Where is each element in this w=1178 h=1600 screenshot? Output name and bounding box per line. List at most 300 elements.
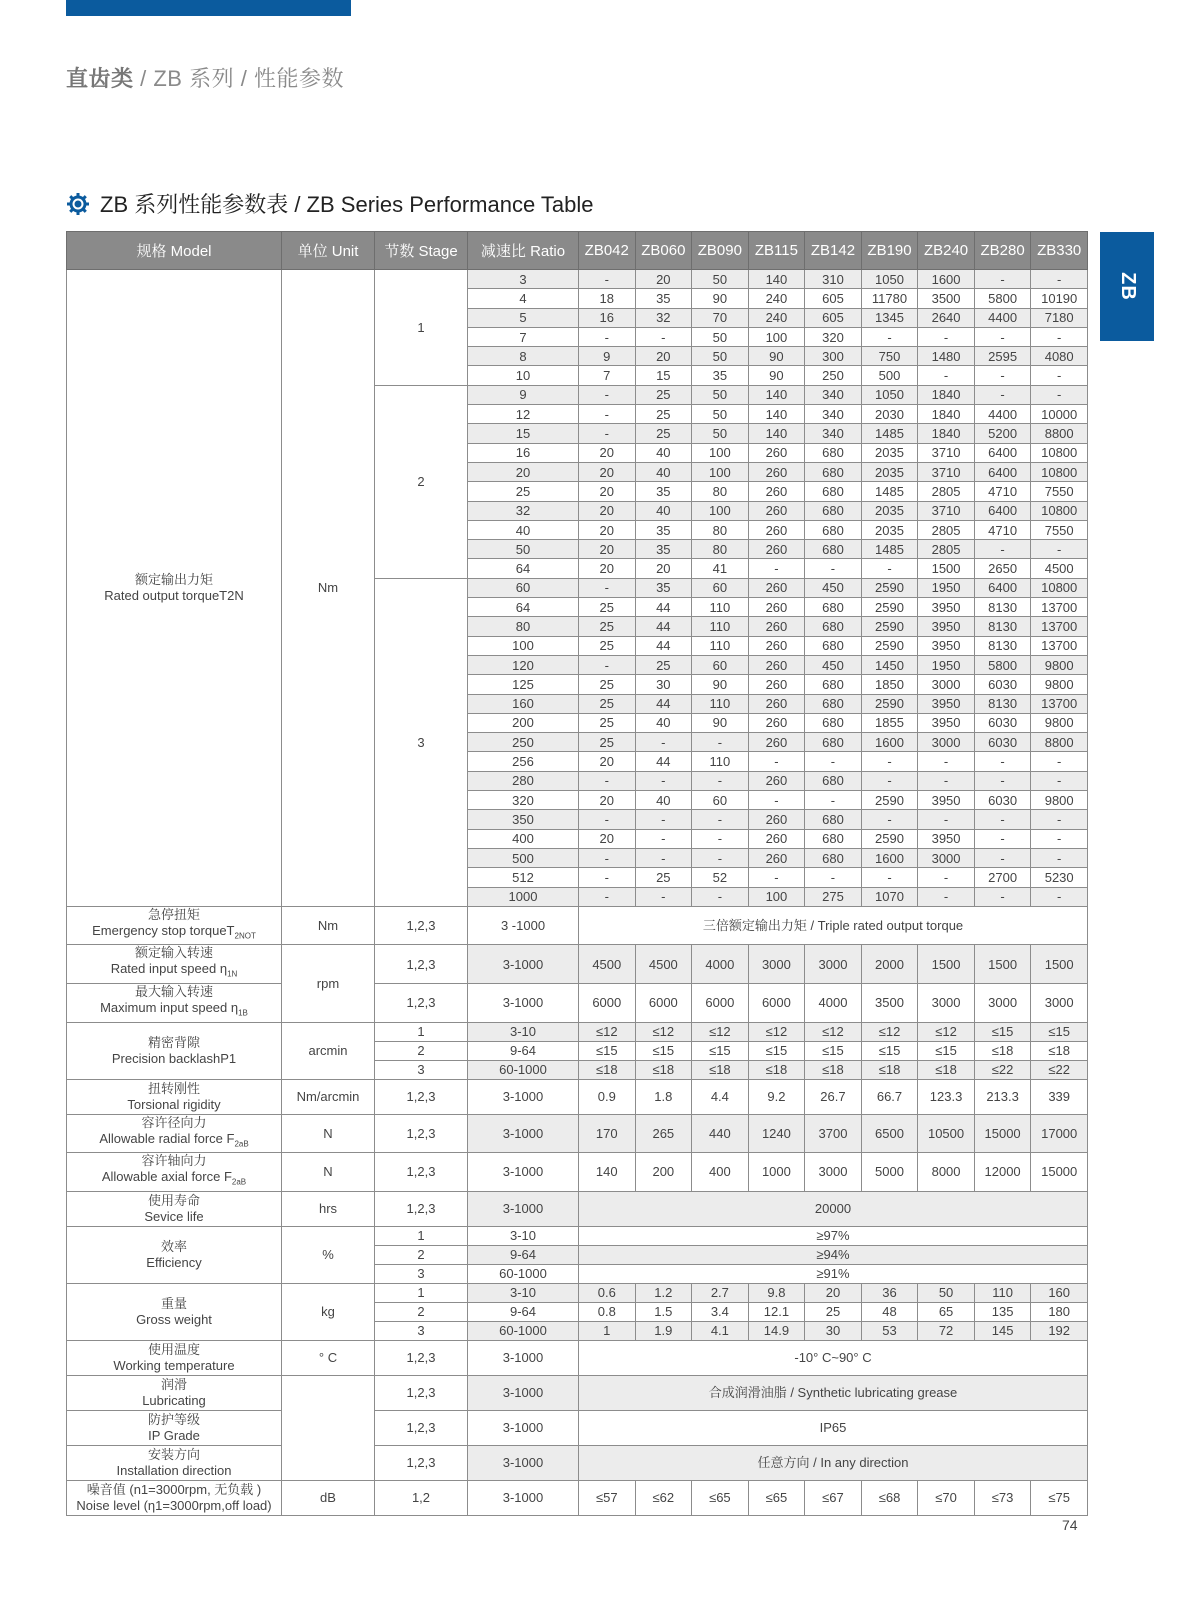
value-cell: 680 (805, 636, 862, 655)
parameter-name-cell (67, 1480, 282, 1515)
value-cell: 25 (579, 713, 636, 732)
ratio-cell: 60-1000 (468, 1264, 579, 1283)
stage-cell: 1,2,3 (375, 1153, 468, 1192)
value-cell: - (861, 327, 918, 346)
value-cell: 2590 (861, 617, 918, 636)
parameter-name-cell (67, 983, 282, 1022)
value-cell: ≤15 (1031, 1022, 1088, 1041)
value-cell: 9 (579, 347, 636, 366)
value-cell: - (635, 327, 692, 346)
value-cell: 680 (805, 810, 862, 829)
value-cell: 680 (805, 617, 862, 636)
value-cell: - (579, 810, 636, 829)
value-cell: 25 (805, 1302, 862, 1321)
value-cell: 13700 (1031, 636, 1088, 655)
value-cell: 260 (748, 675, 805, 694)
table-row (67, 1375, 1088, 1410)
value-cell: 44 (635, 636, 692, 655)
value-cell: 20 (635, 559, 692, 578)
breadcrumb-separator: / (133, 66, 154, 91)
merged-value-cell: 合成润滑油脂 / Synthetic lubricating grease (579, 1375, 1088, 1410)
stage-cell: 2 (375, 1041, 468, 1060)
ratio-cell: 500 (468, 848, 579, 867)
value-cell: 6400 (974, 462, 1031, 481)
value-cell: 110 (692, 694, 749, 713)
parameter-name-en-text: Allowable axial force F (101, 1169, 232, 1185)
unit-cell: N (282, 1114, 375, 1153)
value-cell: 2035 (861, 462, 918, 481)
merged-value-cell: -10° C~90° C (579, 1340, 1088, 1375)
value-cell: 100 (692, 462, 749, 481)
value-cell: 1500 (974, 945, 1031, 984)
breadcrumb (66, 62, 344, 93)
ratio-cell: 64 (468, 598, 579, 617)
header-stage: 节数 Stage (375, 232, 468, 270)
value-cell: - (805, 791, 862, 810)
value-cell: ≤12 (805, 1022, 862, 1041)
value-cell: 1450 (861, 655, 918, 674)
value-cell: - (1031, 366, 1088, 385)
value-cell: 260 (748, 771, 805, 790)
value-cell: 3950 (918, 636, 975, 655)
value-cell: 2805 (918, 482, 975, 501)
parameter-name-cell (67, 1226, 282, 1283)
section-title (66, 188, 594, 219)
value-cell: 6030 (974, 733, 1031, 752)
value-cell: 110 (974, 1283, 1031, 1302)
ratio-cell: 20 (468, 462, 579, 481)
table-row (67, 1480, 1088, 1515)
value-cell: 1.8 (635, 1079, 692, 1114)
parameter-name-cn: 润滑 (160, 1376, 187, 1392)
ratio-cell: 1000 (468, 887, 579, 906)
value-cell: 60 (692, 655, 749, 674)
value-cell: 14.9 (748, 1321, 805, 1340)
stage-cell: 1,2,3 (375, 1445, 468, 1480)
value-cell: 340 (805, 405, 862, 424)
value-cell: - (805, 752, 862, 771)
value-cell: 3710 (918, 443, 975, 462)
value-cell: - (974, 810, 1031, 829)
parameter-name-cn: 额定输入转速 (134, 945, 213, 961)
ratio-cell: 60-1000 (468, 1060, 579, 1079)
value-cell: 10190 (1031, 289, 1088, 308)
value-cell: 4400 (974, 405, 1031, 424)
side-tab-label: ZB (1116, 272, 1139, 301)
value-cell: - (861, 810, 918, 829)
parameter-name-en (67, 1000, 281, 1022)
value-cell: 9.8 (748, 1283, 805, 1302)
value-cell: 680 (805, 482, 862, 501)
value-cell: 41 (692, 559, 749, 578)
value-cell: 275 (805, 887, 862, 906)
value-cell: - (579, 887, 636, 906)
value-cell: 2590 (861, 694, 918, 713)
value-cell: 70 (692, 308, 749, 327)
value-cell: - (748, 559, 805, 578)
value-cell: 60 (692, 578, 749, 597)
value-cell: 32 (635, 308, 692, 327)
value-cell: - (805, 559, 862, 578)
value-cell: 40 (635, 462, 692, 481)
header-model-col: ZB090 (692, 232, 749, 270)
value-cell: 4.1 (692, 1321, 749, 1340)
parameter-name-en (67, 1169, 281, 1191)
value-cell: ≤15 (635, 1041, 692, 1060)
ratio-cell: 3 (468, 270, 579, 289)
unit-cell: Nm (282, 906, 375, 945)
parameter-name-en-text: Rated input speed η (110, 961, 228, 977)
ratio-cell: 125 (468, 675, 579, 694)
value-cell: ≤12 (861, 1022, 918, 1041)
value-cell: 18 (579, 289, 636, 308)
value-cell: 440 (692, 1114, 749, 1153)
value-cell: 26.7 (805, 1079, 862, 1114)
stage-cell: 2 (375, 1302, 468, 1321)
parameter-name-cn: 额定输出力矩 (134, 571, 213, 587)
value-cell: 3.4 (692, 1302, 749, 1321)
parameter-name-en-text: Precision backlashP1 (111, 1050, 237, 1066)
parameter-name-en-text: Gross weight (136, 1311, 212, 1327)
value-cell: ≤15 (918, 1041, 975, 1060)
header-ratio: 减速比 Ratio (468, 232, 579, 270)
value-cell: - (805, 868, 862, 887)
value-cell: - (692, 848, 749, 867)
value-cell: 200 (635, 1153, 692, 1192)
parameter-subscript: 1N (227, 969, 238, 979)
stage-cell: 1,2,3 (375, 1191, 468, 1226)
value-cell: 6000 (692, 983, 749, 1022)
value-cell: 13700 (1031, 694, 1088, 713)
top-accent-bar (66, 0, 351, 16)
value-cell: 300 (805, 347, 862, 366)
value-cell: 35 (635, 578, 692, 597)
parameter-name-en (67, 1131, 281, 1153)
value-cell: 8130 (974, 617, 1031, 636)
parameter-name-en (67, 1358, 281, 1374)
ratio-cell: 320 (468, 791, 579, 810)
unit-cell: N (282, 1153, 375, 1192)
value-cell: 1600 (861, 733, 918, 752)
value-cell: 10800 (1031, 443, 1088, 462)
value-cell: 20 (579, 752, 636, 771)
value-cell: 4710 (974, 520, 1031, 539)
value-cell: 680 (805, 443, 862, 462)
stage-cell: 1 (375, 1283, 468, 1302)
value-cell: 35 (635, 540, 692, 559)
value-cell: 10500 (918, 1114, 975, 1153)
value-cell: 260 (748, 733, 805, 752)
header-model: 规格 Model (67, 232, 282, 270)
merged-value-cell: 任意方向 / In any direction (579, 1445, 1088, 1480)
parameter-name-cell (67, 1114, 282, 1153)
value-cell: 250 (805, 366, 862, 385)
value-cell: 8800 (1031, 733, 1088, 752)
value-cell: 20 (579, 501, 636, 520)
value-cell: 3710 (918, 501, 975, 520)
ratio-cell: 50 (468, 540, 579, 559)
table-body (67, 270, 1088, 1516)
value-cell: 80 (692, 520, 749, 539)
parameter-name-en (67, 1209, 281, 1225)
value-cell: - (1031, 752, 1088, 771)
parameter-name-cell (67, 1079, 282, 1114)
value-cell: 44 (635, 694, 692, 713)
value-cell: - (579, 424, 636, 443)
ratio-cell: 8 (468, 347, 579, 366)
value-cell: 7550 (1031, 482, 1088, 501)
value-cell: - (635, 810, 692, 829)
value-cell: 680 (805, 733, 862, 752)
value-cell: 3950 (918, 598, 975, 617)
table-row (67, 1283, 1088, 1302)
value-cell: 20 (805, 1283, 862, 1302)
value-cell: 2035 (861, 520, 918, 539)
value-cell: 4500 (635, 945, 692, 984)
value-cell: 260 (748, 482, 805, 501)
parameter-name-en-text: Allowable radial force F (99, 1130, 235, 1146)
parameter-name-cell (67, 1410, 282, 1445)
value-cell: 80 (692, 482, 749, 501)
header-model-col: ZB280 (974, 232, 1031, 270)
value-cell: 680 (805, 771, 862, 790)
value-cell: 4.4 (692, 1079, 749, 1114)
value-cell: 20 (579, 443, 636, 462)
parameter-name-en (67, 1255, 281, 1271)
value-cell: - (692, 771, 749, 790)
value-cell: ≤18 (918, 1060, 975, 1079)
value-cell: ≤57 (579, 1480, 636, 1515)
value-cell: 53 (861, 1321, 918, 1340)
value-cell: 265 (635, 1114, 692, 1153)
value-cell: 25 (579, 636, 636, 655)
unit-cell: arcmin (282, 1022, 375, 1079)
value-cell: 135 (974, 1302, 1031, 1321)
value-cell: 4080 (1031, 347, 1088, 366)
parameter-name-en-text: Torsional rigidity (127, 1096, 221, 1112)
value-cell: 3000 (1031, 983, 1088, 1022)
ratio-cell: 7 (468, 327, 579, 346)
value-cell: 20 (579, 462, 636, 481)
value-cell: 25 (635, 405, 692, 424)
ratio-cell: 3-1000 (468, 1114, 579, 1153)
stage-cell: 1,2,3 (375, 945, 468, 984)
stage-cell: 1,2,3 (375, 983, 468, 1022)
value-cell: 12.1 (748, 1302, 805, 1321)
stage-cell: 1,2,3 (375, 906, 468, 945)
value-cell: 44 (635, 598, 692, 617)
stage-cell: 1 (375, 1022, 468, 1041)
value-cell: 6000 (635, 983, 692, 1022)
value-cell: 340 (805, 385, 862, 404)
value-cell: ≤12 (748, 1022, 805, 1041)
value-cell: ≤15 (974, 1022, 1031, 1041)
ratio-cell: 350 (468, 810, 579, 829)
value-cell: 1485 (861, 482, 918, 501)
value-cell: 1000 (748, 1153, 805, 1192)
header-model-col: ZB142 (805, 232, 862, 270)
ratio-cell: 3-1000 (468, 1445, 579, 1480)
value-cell: 12000 (974, 1153, 1031, 1192)
value-cell: 240 (748, 289, 805, 308)
value-cell: 450 (805, 655, 862, 674)
value-cell: - (918, 327, 975, 346)
value-cell: 13700 (1031, 617, 1088, 636)
value-cell: 6400 (974, 443, 1031, 462)
value-cell: - (861, 868, 918, 887)
value-cell: 50 (692, 347, 749, 366)
value-cell: - (579, 405, 636, 424)
value-cell: 25 (635, 385, 692, 404)
value-cell: 3000 (918, 848, 975, 867)
value-cell: 20 (579, 829, 636, 848)
value-cell: 3950 (918, 617, 975, 636)
unit-cell: dB (282, 1480, 375, 1515)
value-cell: - (918, 810, 975, 829)
value-cell: 160 (1031, 1283, 1088, 1302)
value-cell: 35 (635, 482, 692, 501)
ratio-cell: 9-64 (468, 1302, 579, 1321)
value-cell: 35 (635, 520, 692, 539)
value-cell: 1485 (861, 424, 918, 443)
value-cell: 605 (805, 289, 862, 308)
stage-cell: 2 (375, 385, 468, 578)
value-cell: 260 (748, 578, 805, 597)
table-row (67, 1226, 1088, 1245)
parameter-name-en-text: Noise level (η1=3000rpm,off load) (76, 1497, 272, 1513)
value-cell: 2590 (861, 636, 918, 655)
value-cell: 180 (1031, 1302, 1088, 1321)
value-cell: 2640 (918, 308, 975, 327)
value-cell: - (748, 868, 805, 887)
value-cell: 6400 (974, 501, 1031, 520)
value-cell: 260 (748, 848, 805, 867)
value-cell: 1840 (918, 405, 975, 424)
value-cell: 260 (748, 694, 805, 713)
value-cell: 4500 (1031, 559, 1088, 578)
value-cell: 50 (692, 424, 749, 443)
value-cell: 213.3 (974, 1079, 1031, 1114)
value-cell: 3950 (918, 694, 975, 713)
value-cell: 3500 (918, 289, 975, 308)
value-cell: 10800 (1031, 578, 1088, 597)
value-cell: 20 (635, 270, 692, 289)
value-cell: 0.6 (579, 1283, 636, 1302)
value-cell: 3000 (748, 945, 805, 984)
ratio-cell: 40 (468, 520, 579, 539)
value-cell: ≤65 (748, 1480, 805, 1515)
value-cell: 260 (748, 443, 805, 462)
value-cell: 16 (579, 308, 636, 327)
value-cell: - (1031, 327, 1088, 346)
table-row (67, 270, 1088, 289)
value-cell: 400 (692, 1153, 749, 1192)
parameter-name-cn: 急停扭矩 (147, 906, 200, 922)
value-cell: 10000 (1031, 405, 1088, 424)
value-cell: 260 (748, 713, 805, 732)
value-cell: 9.2 (748, 1079, 805, 1114)
ratio-cell: 3-10 (468, 1283, 579, 1302)
parameter-subscript: 2aB (234, 1139, 249, 1149)
value-cell: 48 (861, 1302, 918, 1321)
value-cell: 3500 (861, 983, 918, 1022)
parameter-name-en-text: Lubricating (142, 1392, 206, 1408)
table-row (67, 1445, 1088, 1480)
parameter-name-cn: 使用温度 (147, 1341, 200, 1357)
value-cell: 40 (635, 791, 692, 810)
ratio-cell: 60 (468, 578, 579, 597)
ratio-cell: 3-1000 (468, 1410, 579, 1445)
value-cell: - (861, 559, 918, 578)
parameter-name-cn: 效率 (160, 1238, 187, 1254)
ratio-cell: 3-10 (468, 1022, 579, 1041)
ratio-cell: 3-1000 (468, 1480, 579, 1515)
breadcrumb-page: 性能参数 (253, 66, 344, 91)
header-model-col: ZB115 (748, 232, 805, 270)
value-cell: ≤68 (861, 1480, 918, 1515)
value-cell: - (1031, 771, 1088, 790)
value-cell: 40 (635, 501, 692, 520)
parameter-subscript: 1B (238, 1008, 248, 1018)
value-cell: - (579, 868, 636, 887)
value-cell: 6030 (974, 675, 1031, 694)
value-cell: 170 (579, 1114, 636, 1153)
value-cell: ≤70 (918, 1480, 975, 1515)
ratio-cell: 16 (468, 443, 579, 462)
parameter-name-en (67, 1312, 281, 1328)
value-cell: 680 (805, 501, 862, 520)
value-cell: - (1031, 540, 1088, 559)
value-cell: ≤18 (1031, 1041, 1088, 1060)
value-cell: 8130 (974, 636, 1031, 655)
parameter-name-cell (67, 1445, 282, 1480)
value-cell: 450 (805, 578, 862, 597)
stage-cell: 3 (375, 1060, 468, 1079)
value-cell: 5200 (974, 424, 1031, 443)
value-cell: 7180 (1031, 308, 1088, 327)
value-cell: 6500 (861, 1114, 918, 1153)
merged-value-cell: IP65 (579, 1410, 1088, 1445)
value-cell: 2035 (861, 501, 918, 520)
value-cell: - (635, 848, 692, 867)
value-cell: 15000 (1031, 1153, 1088, 1192)
value-cell: - (1031, 887, 1088, 906)
value-cell: 260 (748, 501, 805, 520)
value-cell: 2595 (974, 347, 1031, 366)
value-cell: - (1031, 270, 1088, 289)
table-row (67, 1114, 1088, 1153)
ratio-cell: 4 (468, 289, 579, 308)
value-cell: 15 (635, 366, 692, 385)
ratio-cell: 3-1000 (468, 1079, 579, 1114)
value-cell: 5800 (974, 289, 1031, 308)
value-cell: 30 (635, 675, 692, 694)
breadcrumb-category: 直齿类 (66, 66, 134, 91)
value-cell: 680 (805, 598, 862, 617)
value-cell: ≤67 (805, 1480, 862, 1515)
value-cell: ≤62 (635, 1480, 692, 1515)
value-cell: 20 (579, 540, 636, 559)
parameter-name-cell (67, 945, 282, 984)
value-cell: ≤15 (805, 1041, 862, 1060)
value-cell: 3700 (805, 1114, 862, 1153)
value-cell: 1345 (861, 308, 918, 327)
stage-cell: 3 (375, 1321, 468, 1340)
value-cell: ≤18 (861, 1060, 918, 1079)
value-cell: 4000 (692, 945, 749, 984)
parameter-name-cell (67, 1153, 282, 1192)
value-cell: 50 (692, 405, 749, 424)
